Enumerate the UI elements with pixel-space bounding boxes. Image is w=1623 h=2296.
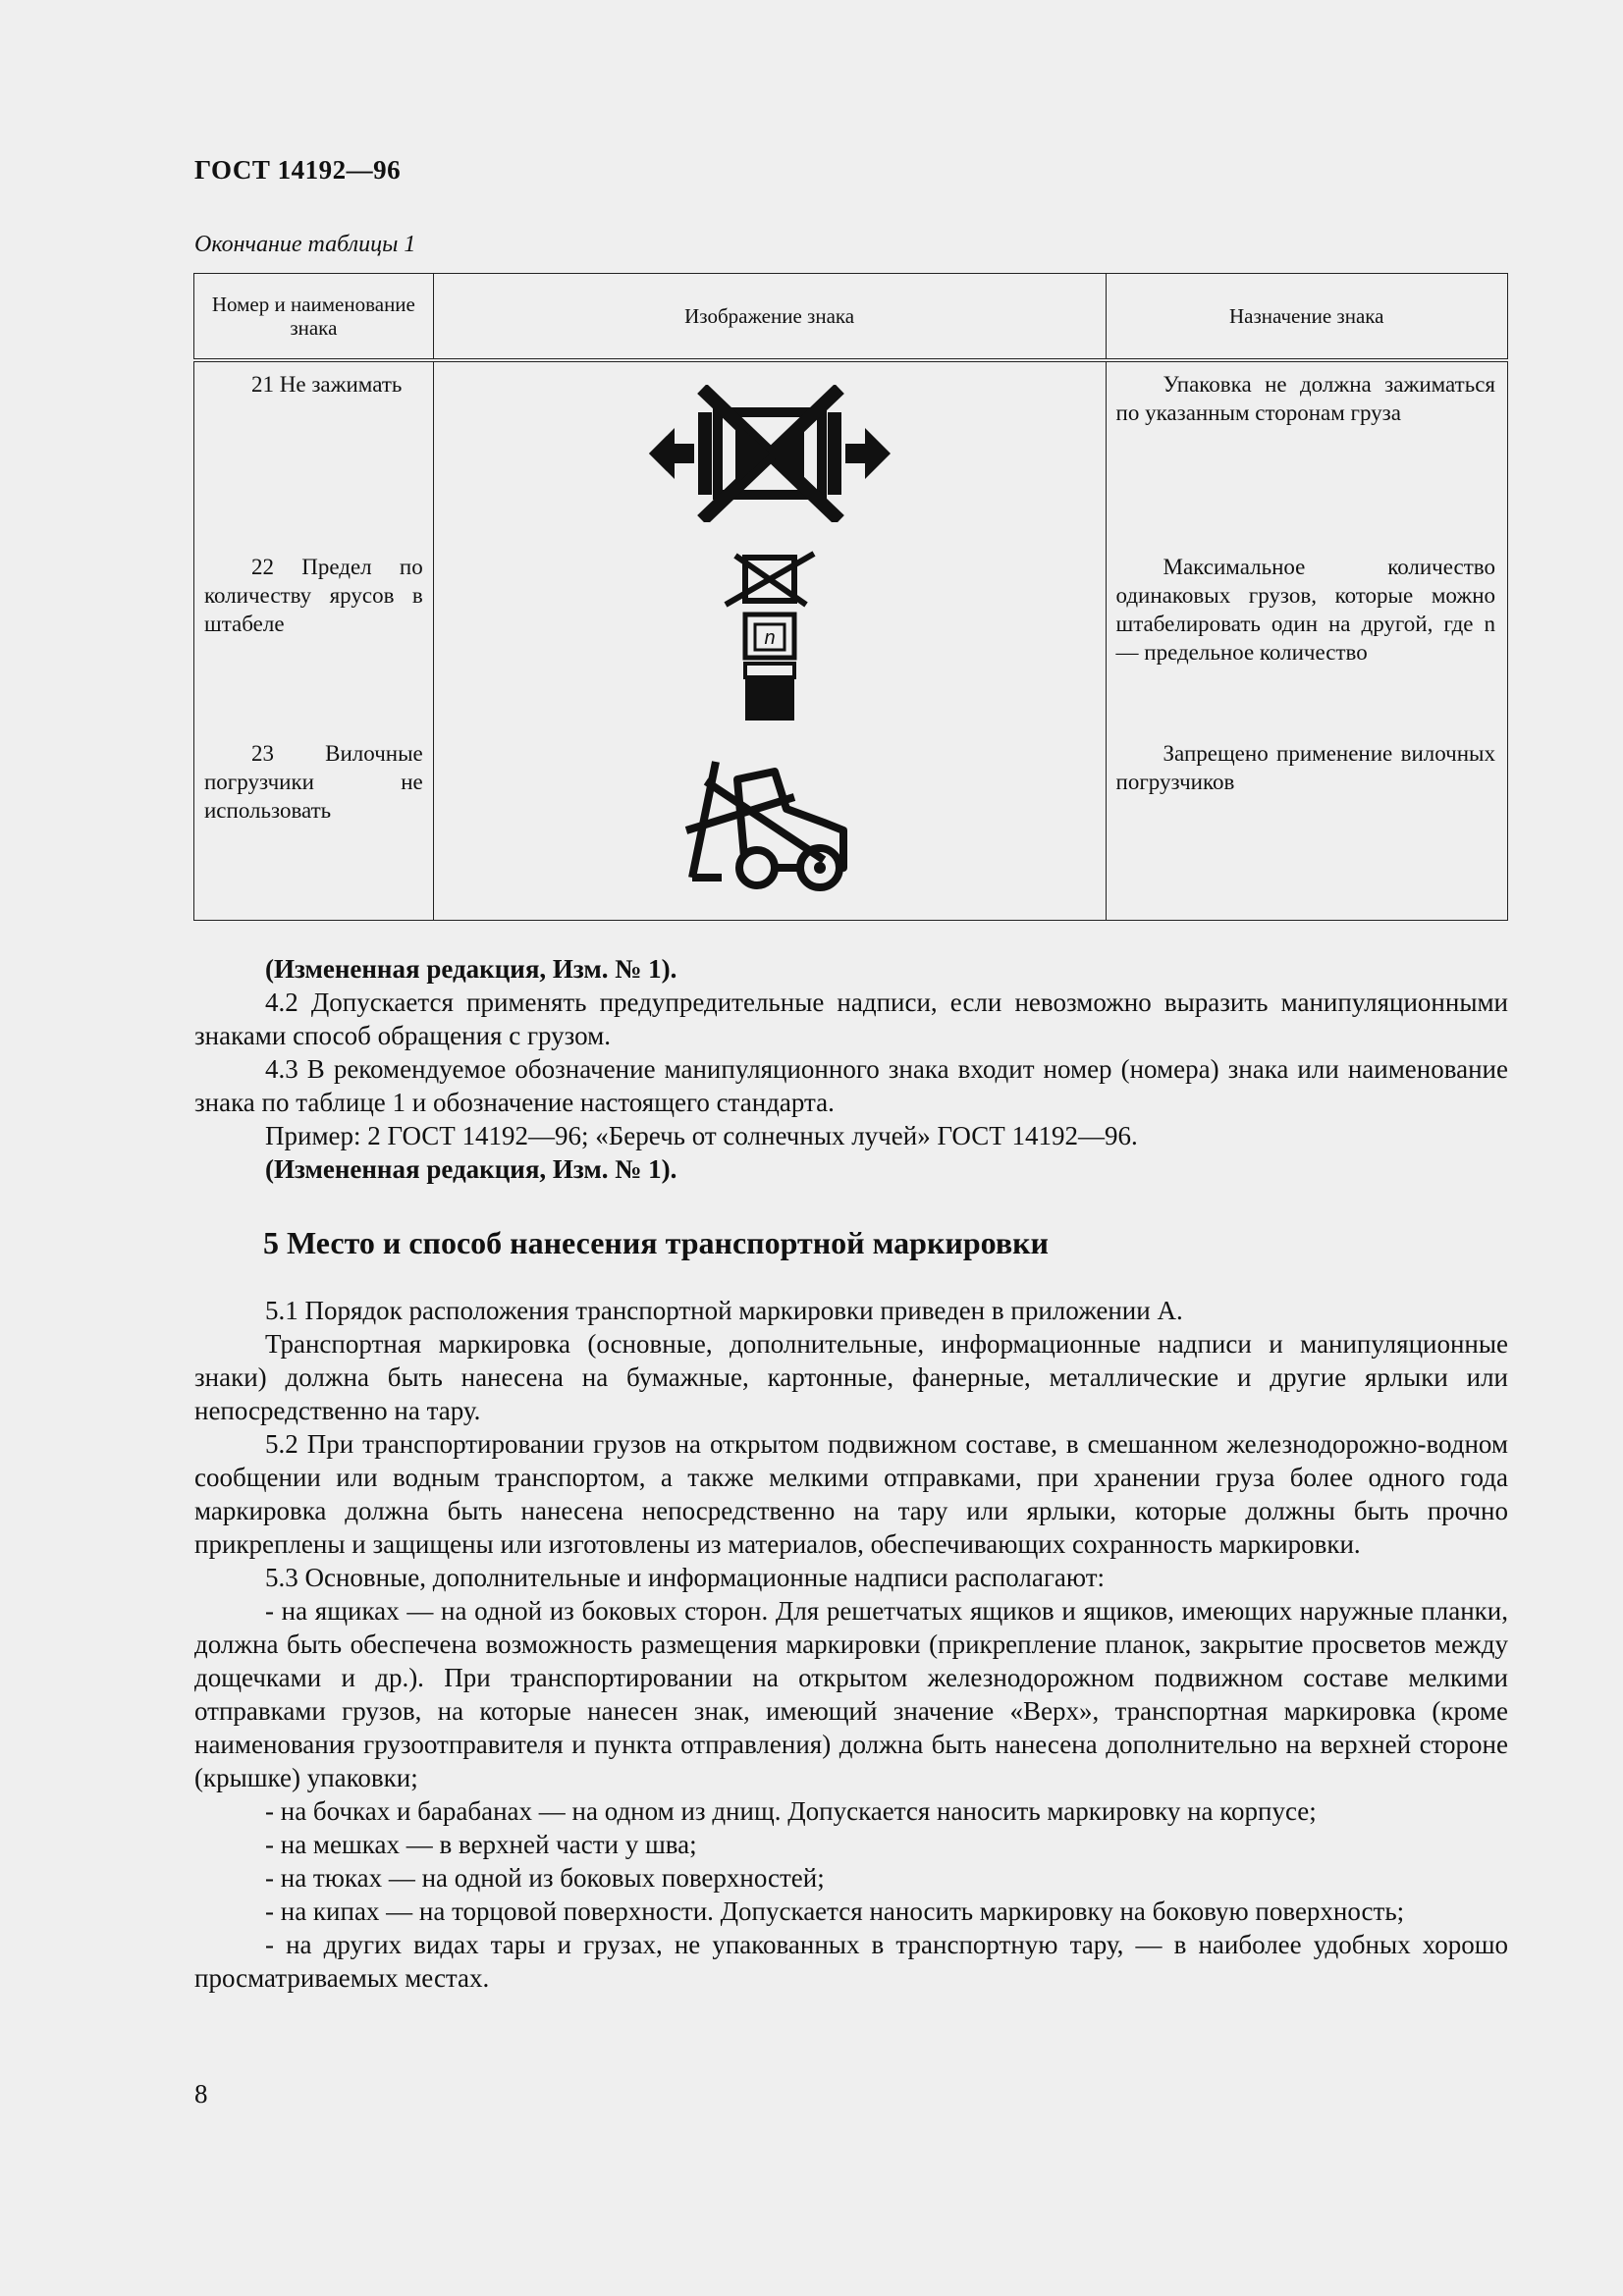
sign-name: 22 Предел по количеству ярусов в штабеле bbox=[204, 555, 423, 636]
list-item: - на бочках и барабанах — на одном из днищ. Допускается наносить маркировку на корпусе; bbox=[265, 1796, 1317, 1826]
list-item: - на других видах тары и грузах, не упакованных в транспортную тару, — в наиболее удобных хорошо просматриваемых местах. bbox=[194, 1930, 1508, 1993]
paragraph-5-1b: Транспортная маркировка (основные, дополнительные, информационные надписи и манипуляционные знаки) должна быть нанесена на бумажные, картонные, фанерные, металлические и другие ярлыки или непосредственно на тару. bbox=[194, 1329, 1508, 1425]
signs-table bbox=[193, 273, 1508, 921]
list-item: - на ящиках — на одной из боковых сторон. Для решетчатых ящиков и ящиков, имеющих наружные планки, должна быть обеспечена возможность размещения маркировки (прикрепление планок, закрытие просветов между дощечками и др.). При транспортировании на открытом железнодорожном подвижном составе мелкими отправками грузов, на которые нанесен знак, имеющий значение «Верх», транспортная маркировка (кроме наименования грузоотправителя и пункта отправления) должна быть нанесена дополнительно на верхней стороне (крышке) упаковки; bbox=[194, 1596, 1508, 1792]
paragraph-4-2: 4.2 Допускается применять предупредительные надписи, если невозможно выразить манипуляционными знаками способ обращения с грузом. bbox=[194, 988, 1508, 1050]
text-block-1 bbox=[194, 952, 1508, 1186]
table-header-row bbox=[194, 274, 1508, 361]
stacking-limit-label: n bbox=[764, 627, 776, 649]
sign-name: 23 Вилочные погрузчики не использовать bbox=[204, 741, 423, 823]
sign-purpose: Максимальное количество одинаковых грузов, которые можно штабелировать один на другой, где n — предельное количество bbox=[1115, 555, 1495, 665]
section-heading: 5 Место и способ нанесения транспортной маркировки bbox=[263, 1225, 1049, 1260]
amendment-note: (Измененная редакция, Изм. № 1). bbox=[265, 1154, 677, 1184]
table-row bbox=[194, 545, 1508, 731]
no-forklift-icon bbox=[676, 752, 863, 899]
sign-name: 21 Не зажимать bbox=[251, 372, 403, 397]
table-row bbox=[194, 360, 1508, 545]
sign-purpose: Запрещено применение вилочных погрузчиков bbox=[1115, 741, 1495, 794]
list-item: - на мешках — в верхней части у шва; bbox=[265, 1830, 697, 1859]
table-caption: Окончание таблицы 1 bbox=[194, 232, 416, 257]
paragraph-5-2: 5.2 При транспортировании грузов на открытом подвижном составе, в смешанном железнодорожно-водном сообщении или водным транспортом, а также мелкими отправками, при хранении груза более одного года маркировка должна быть нанесена непосредственно на тару или ярлыки, которые должны быть прочно прикреплены и защищены или изготовлены из материалов, обеспечивающих сохранность маркировки. bbox=[194, 1429, 1508, 1559]
table-row bbox=[194, 731, 1508, 920]
paragraph-4-3: 4.3 В рекомендуемое обозначение манипуляционного знака входит номер (номера) знака или наименование знака по таблице 1 и обозначение настоящего стандарта. bbox=[194, 1054, 1508, 1117]
list-item: - на кипах — на торцовой поверхности. Допускается наносить маркировку на боковую поверхность; bbox=[265, 1896, 1405, 1926]
stacking-limit-icon bbox=[716, 550, 824, 726]
amendment-note: (Измененная редакция, Изм. № 1). bbox=[265, 954, 677, 984]
paragraph-5-1: 5.1 Порядок расположения транспортной маркировки приведен в приложении А. bbox=[265, 1296, 1183, 1325]
no-clamping-icon bbox=[647, 385, 893, 522]
sign-purpose: Упаковка не должна зажиматься по указанным сторонам груза bbox=[1115, 372, 1495, 425]
text-block-2 bbox=[194, 1294, 1508, 1995]
paragraph-5-3: 5.3 Основные, дополнительные и информационные надписи располагают: bbox=[265, 1563, 1106, 1592]
list-item: - на тюках — на одной из боковых поверхностей; bbox=[265, 1863, 825, 1893]
example-line: Пример: 2 ГОСТ 14192—96; «Беречь от солнечных лучей» ГОСТ 14192—96. bbox=[265, 1121, 1138, 1150]
column-header-number-name: Номер и наименование знака bbox=[194, 274, 434, 361]
document-header: ГОСТ 14192—96 bbox=[194, 155, 402, 185]
column-header-image: Изображение знака bbox=[433, 274, 1106, 361]
column-header-purpose: Назначение знака bbox=[1106, 274, 1507, 361]
page-number: 8 bbox=[194, 2079, 208, 2109]
